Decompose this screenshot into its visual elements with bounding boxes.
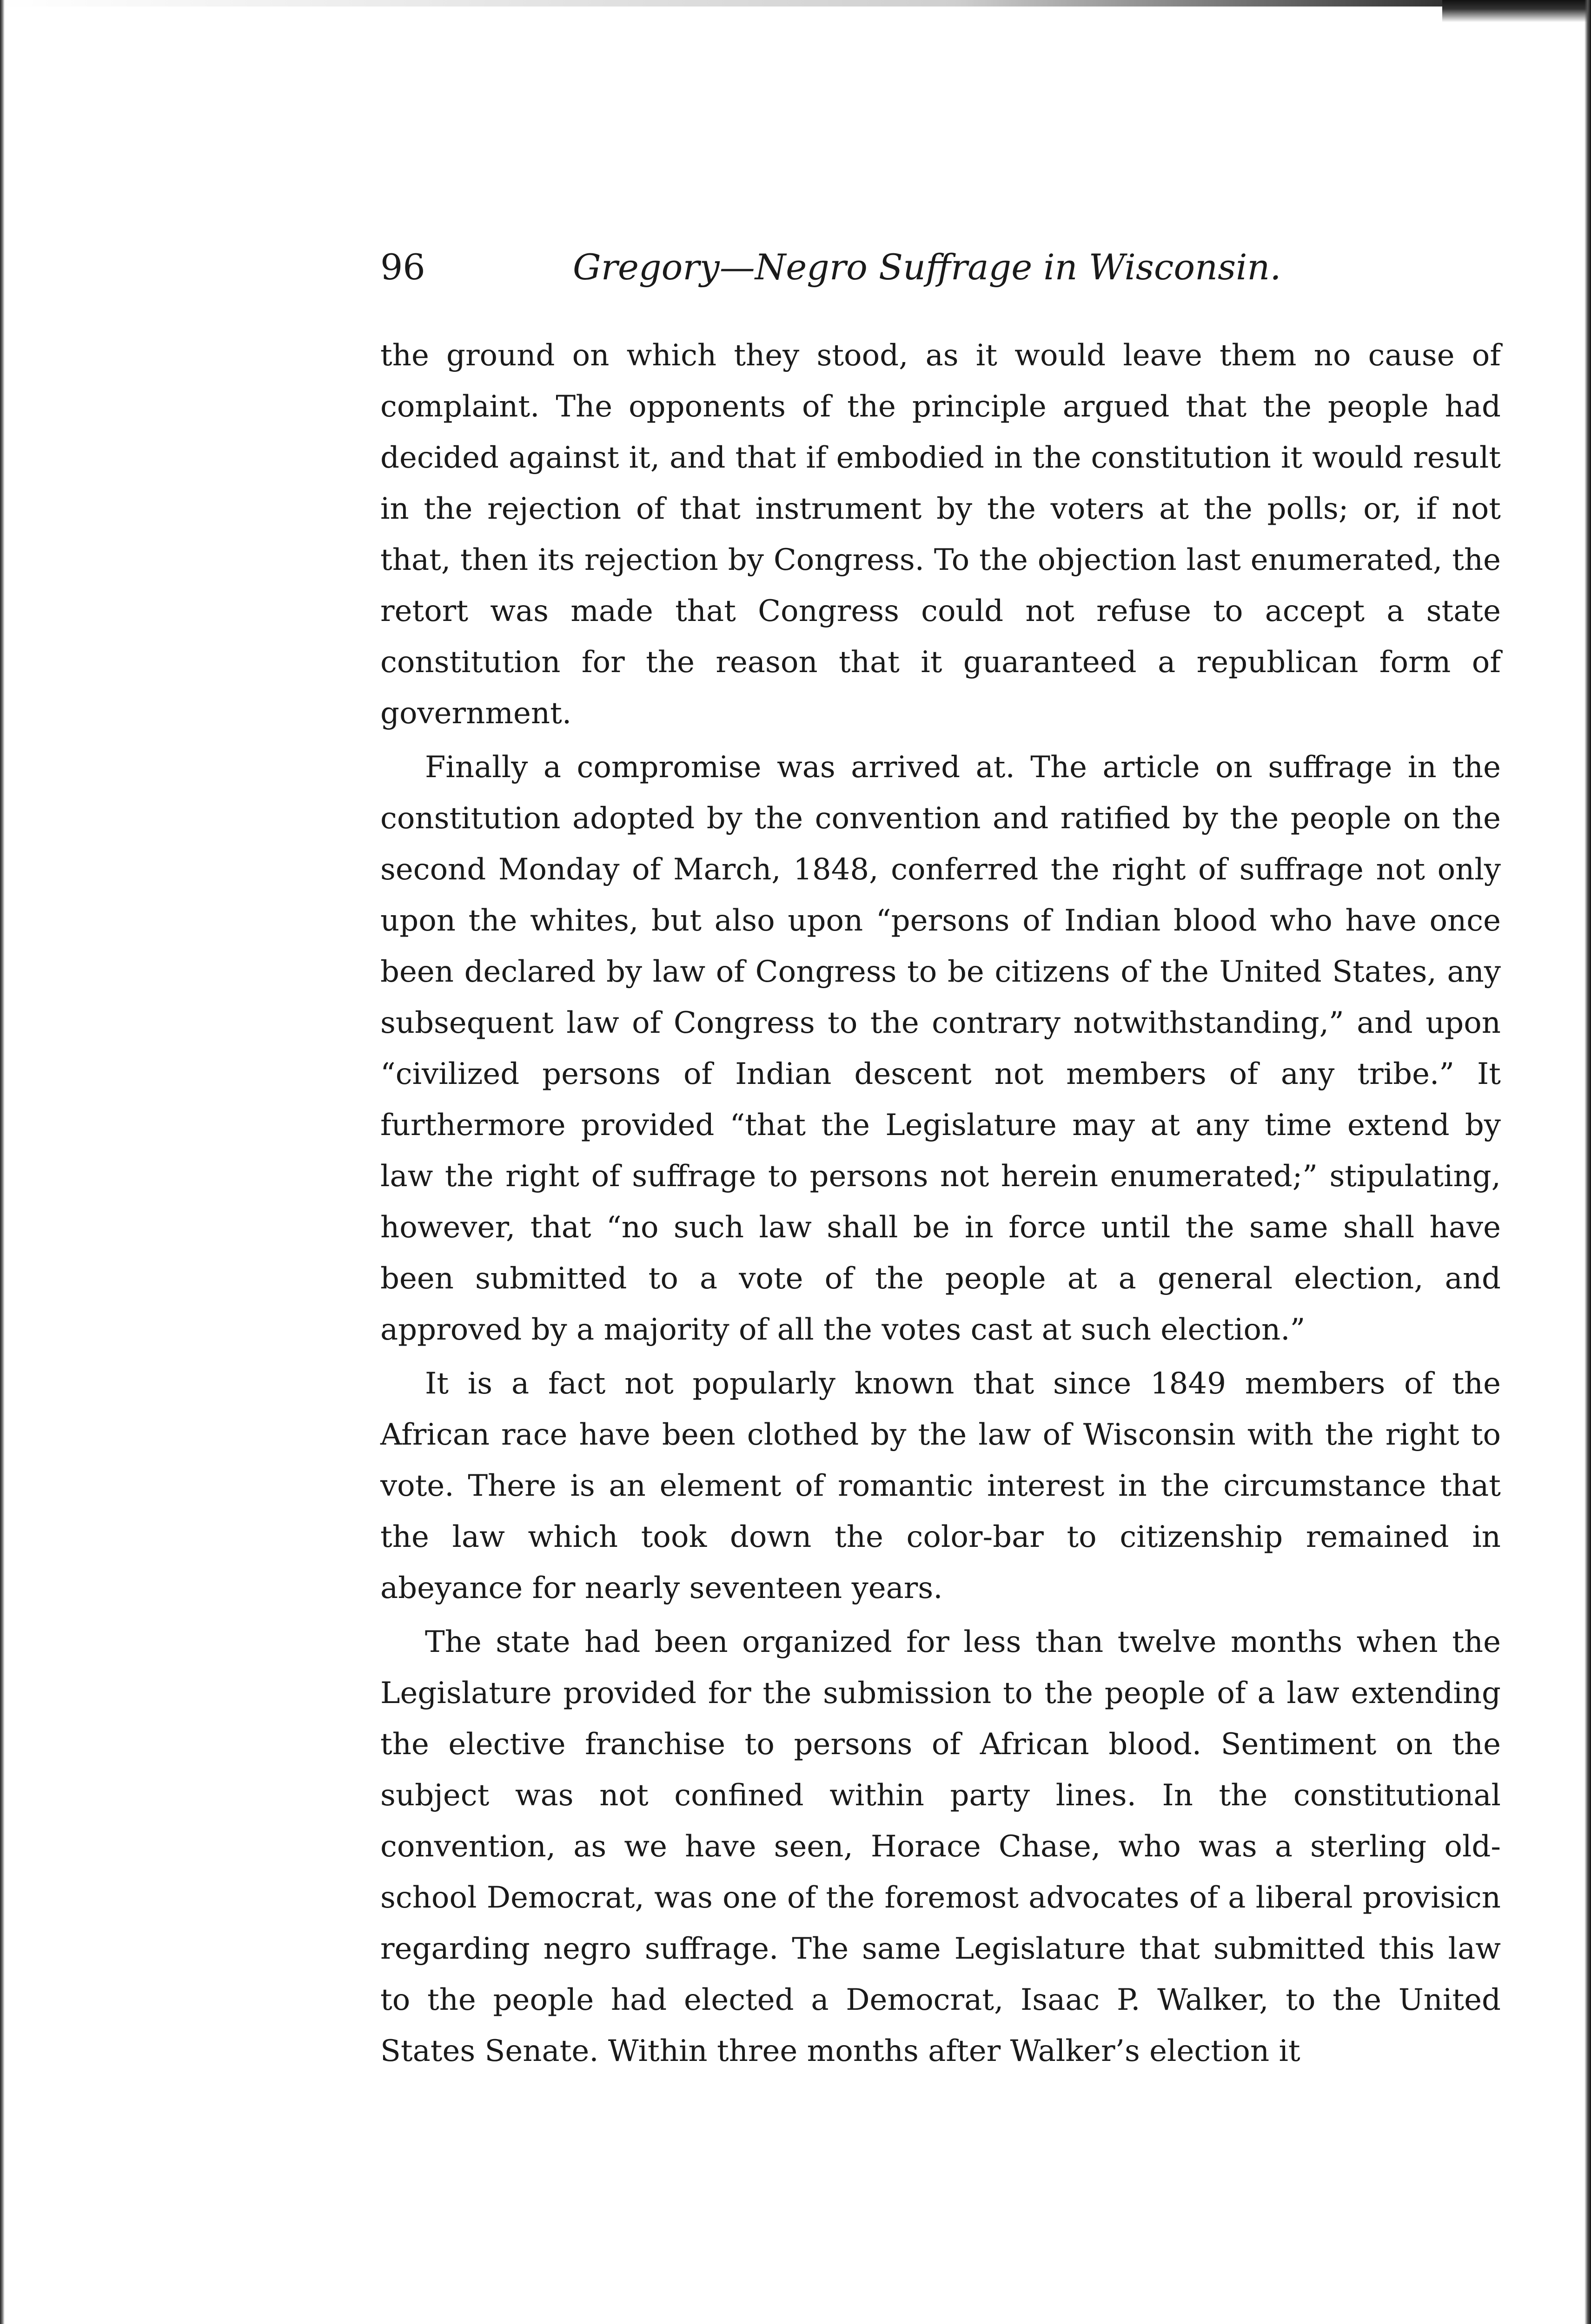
body-text: [380, 330, 1501, 2077]
paragraph-4: The state had been organized for less than twelve months when the Legislature provided for the submission to the people of a law extending the elective franchise to persons of African blood. Sentiment on the subject was not confined within party lines. In the constitutional convention, as we have seen, Horace Chase, who was a sterling old-school Democrat, was one of the foremost advocates of a liberal provisicn regarding negro suffrage. The same Legislature that submitted this law to the people had elected a Democrat, Isaac P. Walker, to the United States Senate. Within three months after Walker’s election it: [380, 1625, 1501, 2068]
scan-edge-left: [0, 0, 5, 2324]
paragraph-3: It is a fact not popularly known that since 1849 members of the African race have been clothed by the law of Wisconsin with the right to vote. There is an element of romantic interest in the circumstance that the law which took down the color-bar to citizenship remained in abeyance for nearly seventeen years.: [380, 1367, 1501, 1605]
paragraph-2: Finally a compromise was arrived at. The article on suffrage in the constitution adopted by the convention and ratified by the people on the second Monday of March, 1848, conferred the right of suffrage not only upon the whites, but also upon “persons of Indian blood who have once been declared by law of Congress to be citizens of the United States, any subsequent law of Congress to the contrary notwithstanding,” and upon “civilized persons of Indian descent not members of any tribe.” It furthermore provided “that the Legislature may at any time extend by law the right of suffrage to persons not herein enumerated;” stipulating, however, that “no such law shall be in force until the same shall have been submitted to a vote of the people at a general election, and approved by a majority of all the votes cast at such election.”: [380, 750, 1501, 1347]
running-head-title: Gregory—Negro Suffrage in Wisconsin.: [573, 246, 1281, 288]
book-page: [380, 242, 1501, 2080]
page-number: 96: [380, 246, 425, 288]
paragraph-1: the ground on which they stood, as it would leave them no cause of complaint. The opponents of the principle argued that the people had decided against it, and that if embodied in the constitution it would result in the rejection of that instrument by the voters at the polls; or, if not that, then its rejection by Congress. To the objection last enumerated, the retort was made that Congress could not refuse to accept a state constitution for the reason that it guaranteed a republican form of government.: [380, 338, 1501, 731]
running-head: [380, 242, 1501, 293]
scan-edge-top: [0, 0, 1591, 7]
scan-edge-right: [1584, 0, 1591, 2324]
scan-edge-corner: [1442, 0, 1591, 22]
